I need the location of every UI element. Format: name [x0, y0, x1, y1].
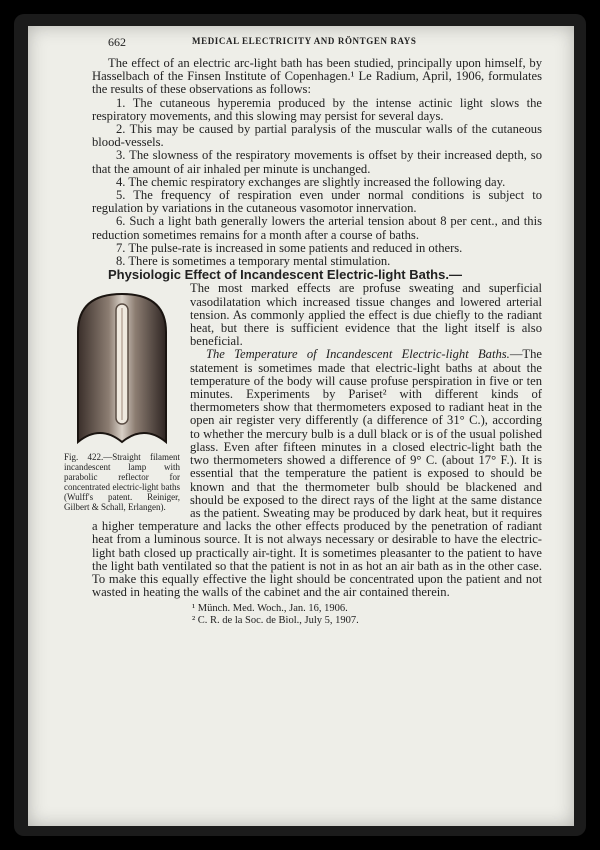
- section-paragraph: The most marked effects are profuse sweating and superficial vasodilatation which increased tissue changes and lowered arterial tension. As commonly applied the effect is due chiefly to the radiant heat, but there is sufficient evidence that the light itself is also beneficial.: [190, 281, 542, 349]
- page-header: [92, 32, 542, 50]
- list-item: 3. The slowness of the respiratory movements is offset by their increased depth, so that the amount of air inhaled per minute is unchanged.: [92, 148, 542, 176]
- intro-paragraph: The effect of an electric arc-light bath has been studied, principally upon himself, by Hasselbach of the Finsen Institute of Copenhagen.¹ Le Radium, April, 1906, formulates the results of these observations as follows:: [92, 56, 542, 97]
- list-item: 2. This may be caused by partial paralysis of the muscular walls of the cutaneous blood-vessels.: [92, 122, 542, 150]
- figure-caption: Fig. 422.—Straight filament incandescent lamp with parabolic reflector for concentrated electric-light baths (Wulff's patent. Reiniger, Gilbert & Schall, Erlangen).: [64, 452, 180, 513]
- list-item: 7. The pulse-rate is increased in some patients and reduced in others.: [116, 240, 463, 255]
- footnotes: [92, 603, 542, 626]
- list-item: 5. The frequency of respiration even under normal conditions is subject to regulation by variations in the cutaneous vasomotor innervation.: [92, 188, 542, 216]
- footnote: ² C. R. de la Soc. de Biol., July 5, 1907.: [192, 614, 359, 626]
- list-item: 6. Such a light bath generally lowers the arterial tension about 8 per cent., and this reduction sometimes remains for a month after a course of baths.: [92, 214, 542, 242]
- page-number: 662: [108, 35, 126, 49]
- list-item: 8. There is sometimes a temporary mental stimulation.: [116, 254, 391, 269]
- page-content: [64, 32, 542, 626]
- lamp-reflector-illustration: [70, 292, 174, 450]
- page-body: [64, 56, 542, 626]
- footnote: ¹ Münch. Med. Woch., Jan. 16, 1906.: [192, 603, 348, 615]
- subsection-text: —The statement is sometimes made that electric-light baths at about the temperature of the body will cause profuse perspiration in five or ten minutes. Experiments by Pariset² with different kinds of thermometers show that thermometers exposed to radiant heat in the open air register very differently (a difference of 31° C.), according to whether the mercury bulb is a dull black or is of the usual polished glass. Even after fifteen minutes in a closed electric-light bath the two thermometers showed a difference of 9° C. (about 17° F.). It is essential that the temperature the patient is exposed to should be known and that the thermometer bulb should be blackened and should be exposed to the direct rays of the light at the same distance as the patient. Sweating may be produced by dark heat, but it requires a higher temperature and lacks the other effects produced by the penetration of radiant heat from a luminous source. It is not always necessary or desirable to have the electric-light bath closed up practically air-tight. It is sometimes pleasanter to the patient to have the light bath ventilated so that the patient is not in as hot an air bath as in the other case. To make this equally effective the light should be concentrated upon the patient and not wasted in heating the walls of the cabinet and the air contained therein.: [92, 347, 542, 600]
- list-item: 4. The chemic respiratory exchanges are slightly increased the following day.: [116, 174, 506, 189]
- book-page: [28, 26, 574, 826]
- section-heading: Physiologic Effect of Incandescent Electric-light Baths.—: [108, 267, 462, 283]
- subsection-heading: The Temperature of Incandescent Electric-light Baths.: [206, 347, 510, 362]
- figure-422: [64, 284, 180, 512]
- section-heading-line: [92, 268, 542, 282]
- running-title: MEDICAL ELECTRICITY AND RÖNTGEN RAYS: [192, 36, 417, 46]
- list-item: 1. The cutaneous hyperemia produced by the intense actinic light slows the respiratory movements, and this slowing may persist for several days.: [92, 95, 542, 123]
